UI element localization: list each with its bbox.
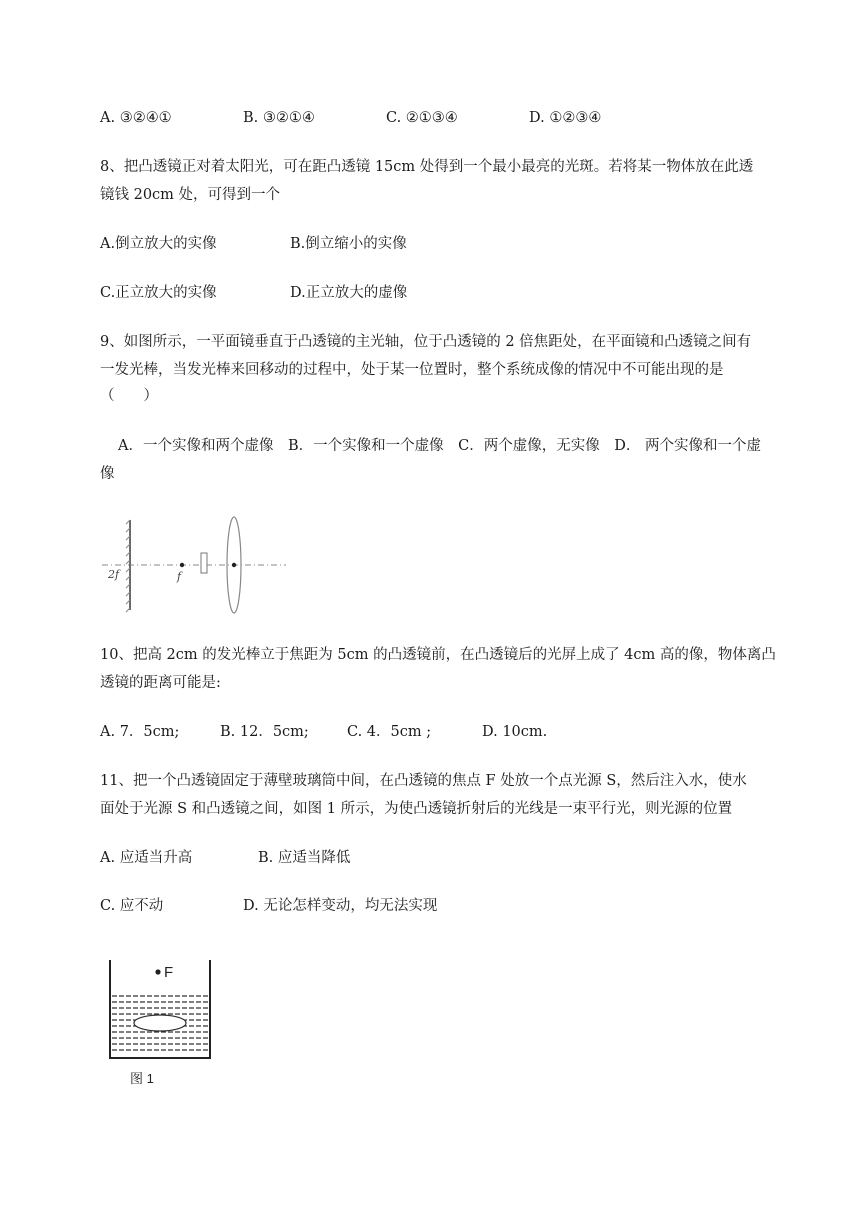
q8-option-a: A.倒立放大的实像 (100, 236, 217, 252)
q9-options-line2: 像 (100, 466, 115, 482)
q9-stem-line2: 一发光棒，当发光棒来回移动的过程中，处于某一位置时，整个系统成像的情况中不可能出现的是 (100, 362, 724, 378)
glass-cylinder (110, 960, 210, 1058)
q8-option-d: D.正立放大的虚像 (290, 285, 408, 301)
q10-option-d: D. 10cm. (482, 724, 548, 740)
light-bar (201, 553, 207, 573)
q10-stem-line1: 10、把高 2cm 的发光棒立于焦距为 5cm 的凸透镜前，在凸透镜后的光屏上成了 4cm 高的像，物体离凸 (100, 647, 776, 663)
q8-option-c: C.正立放大的实像 (100, 285, 217, 301)
q11-stem-line1: 11、把一个凸透镜固定于薄壁玻璃筒中间，在凸透镜的焦点 F 处放一个点光源 S，然后注入水，使水 (100, 773, 747, 789)
q9-stem-line1: 9、如图所示，一平面镜垂直于凸透镜的主光轴，位于凸透镜的 2 倍焦距处，在平面镜和凸透镜之间有 (100, 334, 752, 350)
q11-option-a: A. 应适当升高 (100, 850, 193, 866)
q7-option-d: D. ①②③④ (529, 110, 602, 126)
q10-option-b: B. 12．5cm; (220, 724, 309, 740)
point-source (155, 969, 160, 974)
q7-option-a: A. ③②④① (100, 110, 172, 126)
q10-stem-line2: 透镜的距离可能是: (100, 675, 221, 691)
q10-option-a: A. 7．5cm; (100, 724, 180, 740)
q11-stem-line2: 面处于光源 S 和凸透镜之间，如图 1 所示，为使凸透镜折射后的光线是一束平行光，则光源的位置 (100, 801, 733, 817)
q8-stem-line2: 镜钱 20cm 处，可得到一个 (100, 187, 281, 203)
q7-option-b: B. ③②①④ (243, 110, 315, 126)
label-2f: 2f (108, 568, 120, 581)
label-F: F (164, 964, 174, 981)
q11-option-d: D. 无论怎样变动，均无法实现 (243, 898, 438, 914)
q7-option-c: C. ②①③④ (386, 110, 458, 126)
q9-stem-line3: （ ） (100, 388, 158, 404)
q11-cylinder-figure (104, 952, 224, 1092)
cylinder-lens (134, 1015, 186, 1031)
q9-mirror-lens-figure (100, 510, 290, 614)
q8-option-b: B.倒立缩小的实像 (290, 236, 407, 252)
lens-center (232, 563, 236, 567)
q10-option-c: C. 4．5cm ; (347, 724, 432, 740)
q11-option-c: C. 应不动 (100, 898, 164, 914)
q8-stem-line1: 8、把凸透镜正对着太阳光，可在距凸透镜 15cm 处得到一个最小最亮的光斑。若将某一物体放在此透 (100, 159, 754, 175)
focal-point (180, 563, 184, 567)
figure-caption: 图 1 (130, 1071, 154, 1086)
q9-options-line1: A．一个实像和两个虚像 B．一个实像和一个虚像 C．两个虚像，无实像 D． 两个实像和一个虚 (118, 438, 761, 454)
label-f: f (177, 570, 182, 583)
q11-option-b: B. 应适当降低 (258, 850, 351, 866)
